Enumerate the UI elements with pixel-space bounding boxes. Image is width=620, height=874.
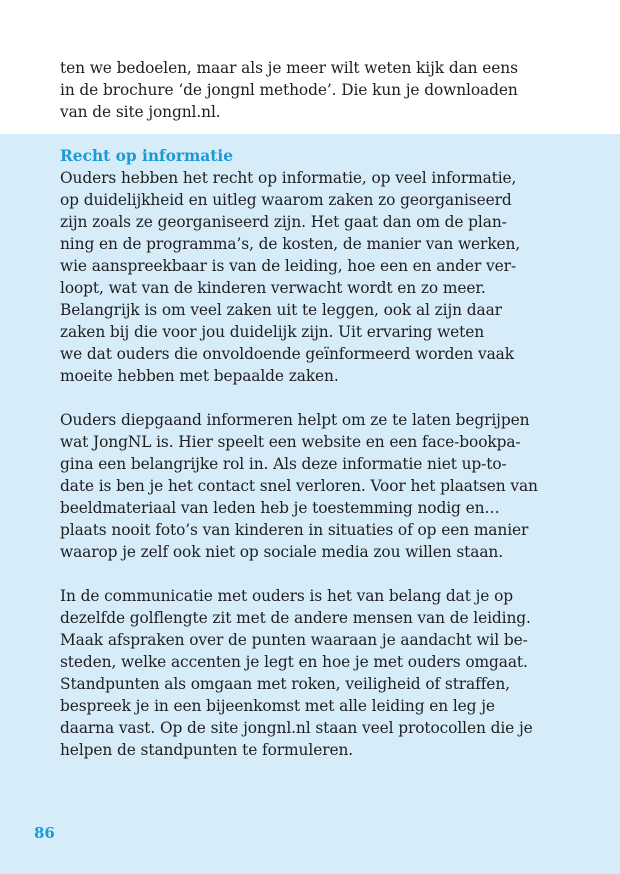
text-line: dezelfde golflengte zit met de andere mensen van de leiding. [60, 609, 531, 627]
text-line: date is ben je het contact snel verloren. Voor het plaatsen van [60, 477, 538, 495]
text-line: loopt, wat van de kinderen verwacht wordt en zo meer. [60, 279, 486, 297]
intro-block [0, 0, 620, 134]
text-line: op duidelijkheid en uitleg waarom zaken zo georganiseerd [60, 191, 512, 209]
text-line: In de communicatie met ouders is het van belang dat je op [60, 587, 514, 605]
paragraph-communicatie [60, 585, 580, 761]
text-line: Belangrijk is om veel zaken uit te leggen, ook al zijn daar [60, 301, 502, 319]
info-content [60, 145, 580, 783]
text-line: helpen de standpunten te formuleren. [60, 741, 354, 759]
text-line: Ouders hebben het recht op informatie, op veel informatie, [60, 169, 517, 187]
text-line: moeite hebben met bepaalde zaken. [60, 367, 339, 385]
intro-line: in de brochure ‘de jongnl methode’. Die kun je downloaden [60, 81, 518, 99]
text-line: beeldmateriaal van leden heb je toestemming nodig en… [60, 499, 500, 517]
text-line: zijn zoals ze georganiseerd zijn. Het gaat dan om de plan- [60, 213, 507, 231]
text-line: Standpunten als omgaan met roken, veiligheid of straffen, [60, 675, 510, 693]
text-line: zaken bij die voor jou duidelijk zijn. Uit ervaring weten [60, 323, 485, 341]
text-line: daarna vast. Op de site jongnl.nl staan veel protocollen die je [60, 719, 533, 737]
text-line: we dat ouders die onvoldoende geïnformeerd worden vaak [60, 345, 514, 363]
text-line: gina een belangrijke rol in. Als deze informatie niet up-to- [60, 455, 507, 473]
section-heading: Recht op informatie [60, 147, 234, 165]
intro-line: ten we bedoelen, maar als je meer wilt weten kijk dan eens [60, 59, 518, 77]
page-number: 86 [34, 824, 55, 842]
text-line: plaats nooit foto’s van kinderen in situaties of op een manier [60, 521, 529, 539]
text-line: Maak afspraken over de punten waaraan je aandacht wil be- [60, 631, 528, 649]
text-line: waarop je zelf ook niet op sociale media zou willen staan. [60, 543, 503, 561]
text-line: wie aanspreekbaar is van de leiding, hoe een en ander ver- [60, 257, 516, 275]
intro-line: van de site jongnl.nl. [60, 103, 221, 121]
paragraph-ouders-informeren [60, 409, 580, 563]
text-line: ning en de programma’s, de kosten, de manier van werken, [60, 235, 521, 253]
info-panel [0, 134, 620, 874]
text-line: steden, welke accenten je legt en hoe je met ouders omgaat. [60, 653, 528, 671]
paragraph-recht-op-informatie [60, 167, 580, 387]
intro-paragraph [60, 57, 570, 123]
text-line: Ouders diepgaand informeren helpt om ze te laten begrijpen [60, 411, 530, 429]
text-line: bespreek je in een bijeenkomst met alle leiding en leg je [60, 697, 495, 715]
text-line: wat JongNL is. Hier speelt een website en een face-bookpa- [60, 433, 521, 451]
